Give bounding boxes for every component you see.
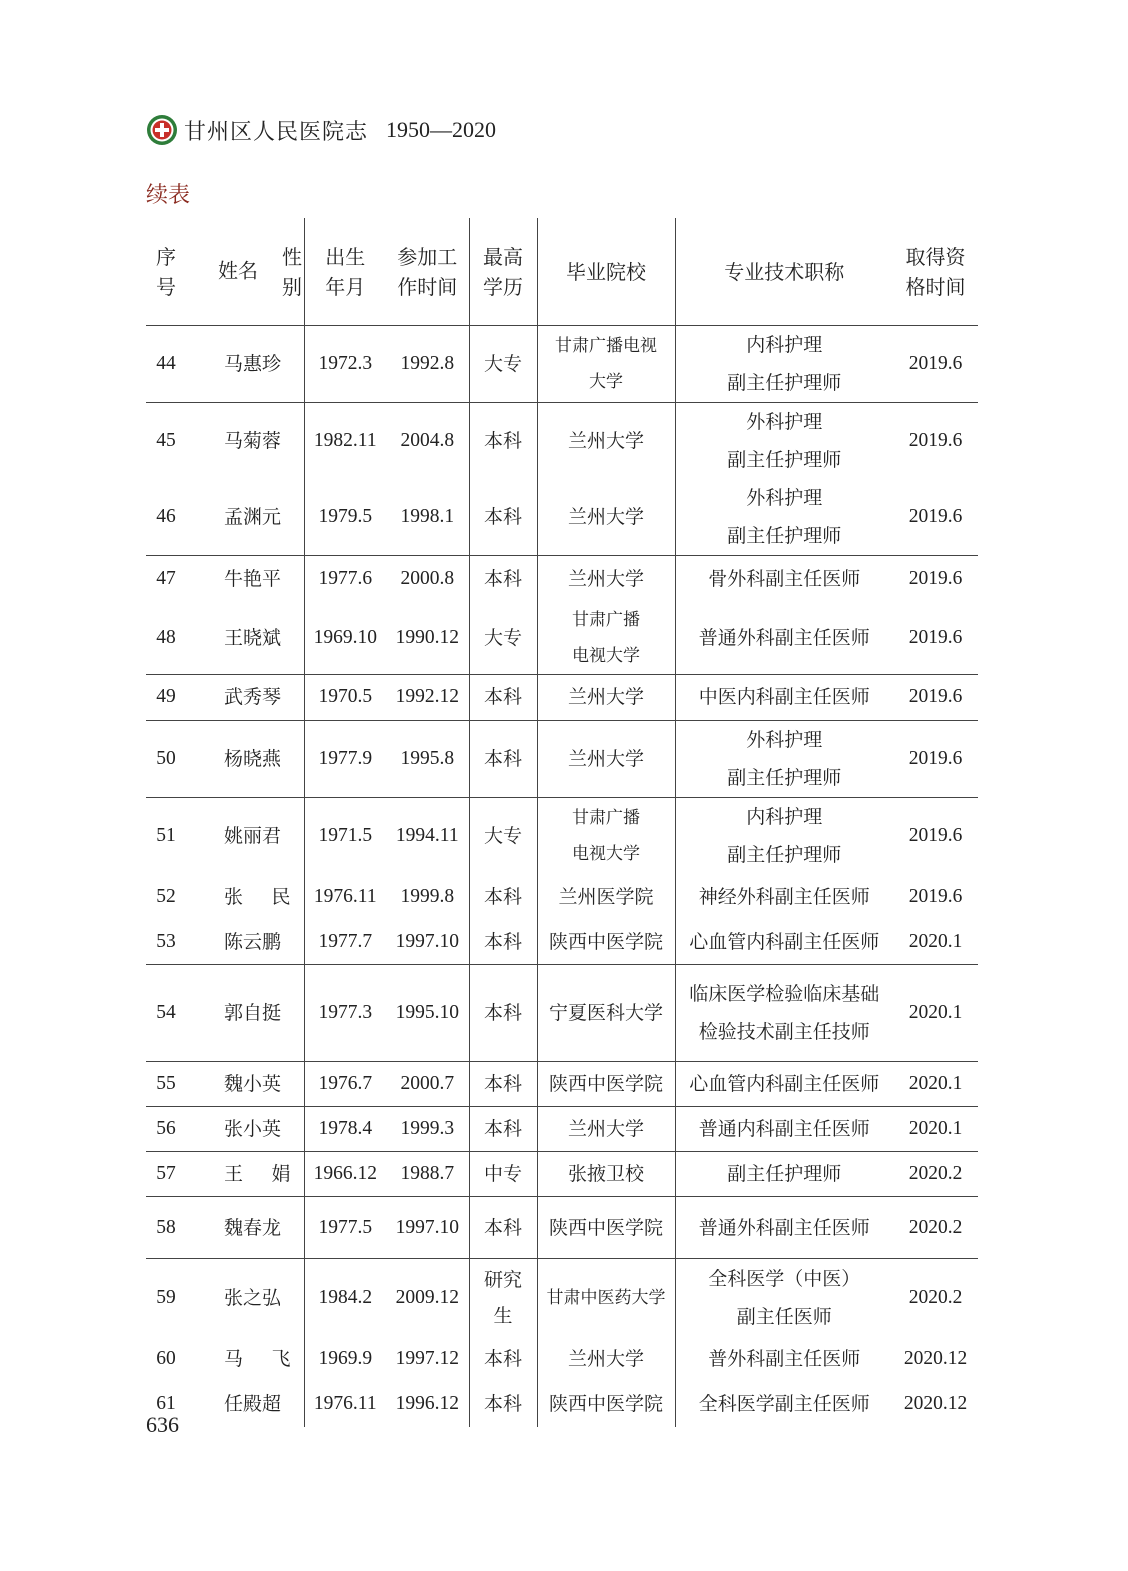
col-header-birth: 出生 年月	[304, 218, 386, 326]
name-text: 任殿超	[224, 1393, 282, 1415]
col-header-title: 专业技术职称	[675, 218, 893, 326]
cell-school: 甘肃中医药大学	[537, 1259, 675, 1337]
cell-title: 全科医学副主任医师	[675, 1382, 893, 1427]
cell-no: 58	[146, 1197, 186, 1259]
cell-title: 全科医学（中医） 副主任医师	[675, 1259, 893, 1337]
cell-work: 1992.12	[386, 674, 469, 720]
cell-title: 普通外科副主任医师	[675, 602, 893, 675]
cell-birth: 1972.3	[304, 326, 386, 403]
cell-date: 2019.6	[893, 326, 978, 403]
name-text: 牛艳平	[224, 567, 282, 590]
cell-date: 2020.12	[903, 1348, 968, 1369]
book-title: 甘州区人民医院志	[184, 119, 369, 145]
cell-name	[186, 326, 304, 403]
table-row	[146, 602, 978, 675]
cell-birth: 1977.5	[304, 1197, 386, 1259]
cell-date: 2020.12	[903, 1393, 968, 1414]
cell-name	[186, 602, 304, 675]
cell-no: 61	[156, 1393, 176, 1414]
name-text: 王 娟	[224, 1163, 291, 1185]
name-text: 武秀琴	[224, 686, 282, 708]
cell-birth: 1971.5	[304, 797, 386, 874]
cell-title: 临床医学检验临床基础 检验技术副主任技师	[675, 965, 893, 1062]
cell-work: 1992.8	[386, 326, 469, 403]
cell-title: 内科护理 副主任护理师	[675, 326, 893, 403]
cell-title: 普通外科副主任医师	[675, 1197, 893, 1259]
cell-birth: 1977.3	[304, 965, 386, 1062]
cell-title: 心血管内科副主任医师	[675, 1062, 893, 1107]
cell-title: 骨外科副主任医师	[675, 556, 893, 602]
table-row	[146, 1382, 978, 1427]
name-text: 陈云鹏	[224, 930, 282, 953]
cell-edu: 中专	[469, 1152, 537, 1197]
cell-name	[186, 920, 304, 965]
cell-date: 2019.6	[893, 479, 978, 556]
name-text: 杨晓燕	[224, 747, 282, 770]
cell-date: 2020.1	[893, 1107, 978, 1152]
cell-date: 2020.2	[893, 1152, 978, 1197]
table-row	[146, 403, 978, 480]
cell-name	[186, 403, 304, 480]
cell-work: 1999.8	[400, 885, 455, 907]
name-text: 王晓斌	[224, 626, 282, 649]
cell-title: 神经外科副主任医师	[675, 874, 893, 920]
cell-edu: 本科	[469, 674, 537, 720]
cell-work: 1995.8	[386, 720, 469, 797]
cell-birth: 1978.4	[304, 1107, 386, 1152]
cell-date: 2019.6	[893, 602, 978, 675]
cell-no: 49	[146, 674, 186, 720]
table-row	[146, 556, 978, 602]
cell-no: 45	[156, 430, 176, 451]
col-header-name-sex: 姓名性 别	[186, 218, 304, 326]
cell-birth: 1976.11	[304, 1382, 386, 1427]
col-header-work: 参加工 作时间	[386, 218, 469, 326]
name-text: 姚丽君	[224, 824, 282, 847]
table-row	[146, 1259, 978, 1337]
cell-school: 陕西中医学院	[537, 1197, 675, 1259]
cell-title: 中医内科副主任医师	[675, 674, 893, 720]
cell-date: 2019.6	[893, 674, 978, 720]
cell-name	[186, 1152, 304, 1197]
cell-school: 甘肃广播 电视大学	[537, 797, 675, 874]
cell-date: 2019.6	[908, 567, 963, 589]
cell-edu: 大专	[469, 602, 537, 675]
cell-edu: 本科	[469, 720, 537, 797]
cell-no: 54	[146, 965, 186, 1062]
cell-birth: 1979.5	[304, 479, 386, 556]
name-text: 魏小英	[224, 1073, 282, 1095]
cell-work: 1990.12	[386, 602, 469, 675]
continued-table-label: 续表	[146, 183, 191, 208]
cell-no: 44	[146, 326, 186, 403]
cell-name	[186, 1107, 304, 1152]
name-text: 马 飞	[224, 1348, 291, 1370]
col-header-date: 取得资 格时间	[893, 218, 978, 326]
table-row	[146, 1197, 978, 1259]
cell-work: 1994.11	[395, 824, 459, 846]
cell-edu: 研究 生	[469, 1259, 537, 1337]
cell-birth: 1982.11	[304, 403, 386, 480]
cell-work: 2000.7	[386, 1062, 469, 1107]
cell-work: 2000.8	[400, 567, 455, 589]
cell-birth: 1970.5	[304, 674, 386, 720]
table-row	[146, 1062, 978, 1107]
cell-edu: 本科	[469, 1062, 537, 1107]
cell-edu: 大专	[469, 326, 537, 403]
cell-date: 2020.2	[893, 1197, 978, 1259]
table-row	[146, 1152, 978, 1197]
cell-name	[186, 1197, 304, 1259]
cell-school: 兰州大学	[537, 1337, 675, 1382]
name-text: 魏春龙	[224, 1216, 282, 1239]
name-text: 郭自挺	[224, 1002, 282, 1024]
cell-date: 2020.1	[893, 920, 978, 965]
cell-school: 兰州大学	[537, 674, 675, 720]
cell-edu: 本科	[469, 1107, 537, 1152]
cell-no: 57	[146, 1152, 186, 1197]
col-header-edu: 最高 学历	[469, 218, 537, 326]
page-number: 636	[146, 1412, 179, 1437]
name-text: 孟渊元	[224, 506, 282, 528]
cell-title: 外科护理 副主任护理师	[675, 479, 893, 556]
cell-edu: 本科	[469, 874, 537, 920]
cell-no: 52	[156, 885, 176, 907]
cell-work: 2009.12	[395, 1286, 459, 1308]
cell-work: 1998.1	[386, 479, 469, 556]
cell-birth: 1976.11	[304, 874, 386, 920]
cell-no: 53	[146, 920, 186, 965]
cell-name	[186, 720, 304, 797]
cell-name	[186, 965, 304, 1062]
table-header-row	[146, 218, 978, 326]
cell-birth: 1977.9	[304, 720, 386, 797]
cell-work: 1988.7	[386, 1152, 469, 1197]
cell-title: 外科护理 副主任护理师	[675, 403, 893, 480]
cell-title: 内科护理 副主任护理师	[675, 797, 893, 874]
cell-no: 59	[156, 1286, 176, 1308]
name-text: 张 民	[224, 885, 291, 908]
table-row	[146, 326, 978, 403]
table-row	[146, 1107, 978, 1152]
table-row	[146, 674, 978, 720]
page-header	[146, 112, 496, 148]
cell-date: 2020.1	[893, 1062, 978, 1107]
cell-no: 56	[146, 1107, 186, 1152]
cell-school: 甘肃广播 电视大学	[537, 602, 675, 675]
table-row	[146, 965, 978, 1062]
cell-work: 1997.10	[386, 1197, 469, 1259]
cell-name	[186, 874, 304, 920]
cell-edu: 本科	[469, 403, 537, 480]
cell-birth: 1984.2	[304, 1259, 386, 1337]
table-row	[146, 479, 978, 556]
cell-name	[186, 1062, 304, 1107]
cell-school: 兰州大学	[537, 403, 675, 480]
cell-title: 副主任护理师	[675, 1152, 893, 1197]
cell-edu: 本科	[469, 920, 537, 965]
cell-title: 普通内科副主任医师	[675, 1107, 893, 1152]
cell-name	[186, 797, 304, 874]
cell-school: 陕西中医学院	[537, 1062, 675, 1107]
cell-no: 51	[156, 824, 176, 846]
table-row	[146, 1337, 978, 1382]
cell-no: 50	[146, 720, 186, 797]
cell-school: 陕西中医学院	[537, 920, 675, 965]
cell-edu: 本科	[469, 556, 537, 602]
cell-no: 46	[146, 479, 186, 556]
cell-edu: 本科	[469, 1197, 537, 1259]
cell-date: 2019.6	[908, 824, 963, 846]
cell-title: 普外科副主任医师	[675, 1337, 893, 1382]
cell-school: 兰州大学	[537, 479, 675, 556]
cell-no: 47	[156, 567, 176, 589]
name-text: 张之弘	[224, 1286, 282, 1309]
cell-edu: 本科	[469, 1337, 537, 1382]
cell-work: 1997.12	[395, 1348, 459, 1369]
cell-birth: 1977.7	[304, 920, 386, 965]
cell-work: 1996.12	[395, 1393, 459, 1414]
cell-edu: 本科	[469, 479, 537, 556]
cell-date: 2020.2	[908, 1286, 963, 1308]
cell-name	[186, 674, 304, 720]
cell-birth: 1966.12	[304, 1152, 386, 1197]
cell-school: 兰州大学	[537, 1107, 675, 1152]
name-text: 马惠珍	[224, 353, 282, 375]
cell-school: 兰州医学院	[537, 874, 675, 920]
cell-date: 2019.6	[893, 720, 978, 797]
cell-date: 2019.6	[908, 430, 963, 451]
cell-no: 55	[146, 1062, 186, 1107]
cell-name	[186, 1337, 304, 1382]
table-row	[146, 874, 978, 920]
col-header-no: 序 号	[146, 218, 186, 326]
cell-name	[186, 1259, 304, 1337]
cell-birth: 1969.9	[304, 1337, 386, 1382]
cell-title: 心血管内科副主任医师	[675, 920, 893, 965]
cell-name	[186, 479, 304, 556]
cell-name	[186, 556, 304, 602]
cell-birth: 1969.10	[304, 602, 386, 675]
cell-birth: 1976.7	[304, 1062, 386, 1107]
cell-school: 兰州大学	[537, 720, 675, 797]
col-header-school: 毕业院校	[537, 218, 675, 326]
table-row	[146, 920, 978, 965]
cell-name	[186, 1382, 304, 1427]
staff-title-table	[146, 218, 978, 1427]
cell-no: 48	[146, 602, 186, 675]
cell-school: 甘肃广播电视 大学	[537, 326, 675, 403]
cell-edu: 本科	[469, 965, 537, 1062]
cell-edu: 本科	[469, 1382, 537, 1427]
book-years: 1950—2020	[386, 117, 497, 142]
hospital-logo-icon	[146, 114, 178, 146]
cell-edu: 大专	[469, 797, 537, 874]
cell-work: 2004.8	[400, 430, 455, 451]
table-row	[146, 797, 978, 874]
cell-title: 外科护理 副主任护理师	[675, 720, 893, 797]
cell-school: 兰州大学	[537, 556, 675, 602]
cell-no: 60	[156, 1348, 176, 1369]
cell-date: 2019.6	[908, 885, 963, 907]
cell-work: 1995.10	[386, 965, 469, 1062]
cell-school: 张掖卫校	[537, 1152, 675, 1197]
cell-birth: 1977.6	[304, 556, 386, 602]
name-text: 张小英	[224, 1118, 282, 1140]
cell-work: 1999.3	[386, 1107, 469, 1152]
table-row	[146, 720, 978, 797]
cell-work: 1997.10	[386, 920, 469, 965]
cell-date: 2020.1	[893, 965, 978, 1062]
cell-school: 宁夏医科大学	[537, 965, 675, 1062]
name-text: 马菊蓉	[224, 430, 282, 452]
cell-school: 陕西中医学院	[537, 1382, 675, 1427]
